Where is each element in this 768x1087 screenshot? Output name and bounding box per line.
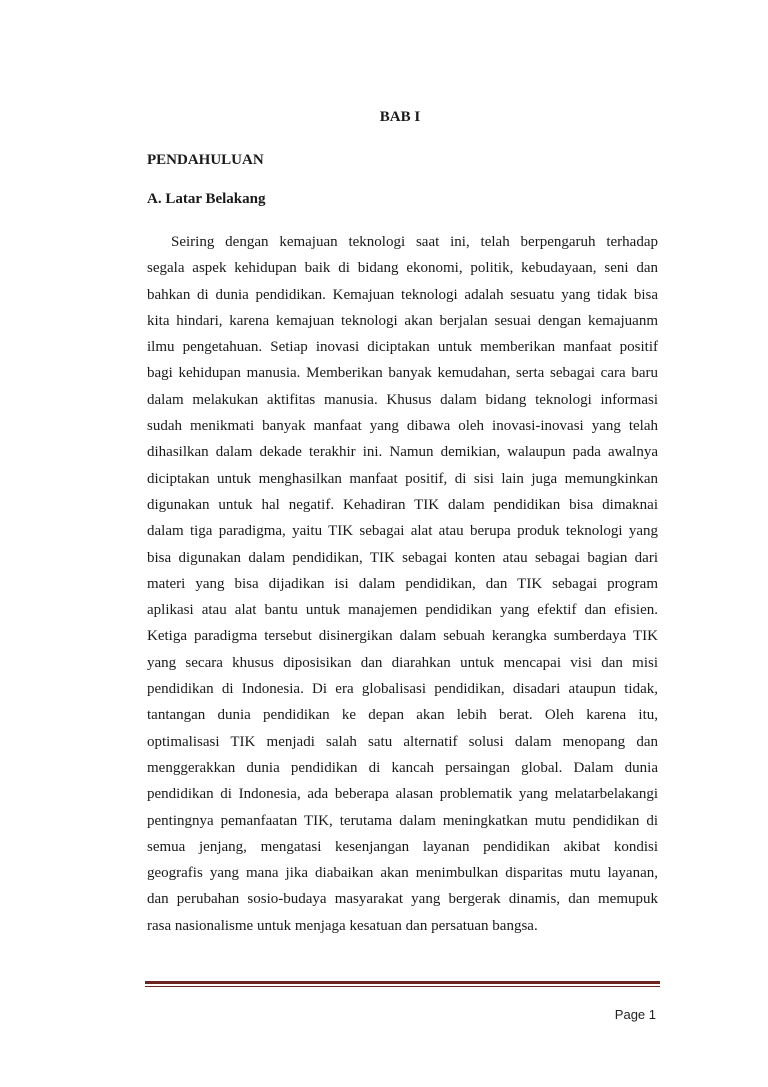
paragraph-line: materi yang bisa dijadikan isi dalam pendidikan, dan TIK sebagai program [147, 575, 658, 592]
footer-rule-thick [145, 981, 660, 984]
paragraph-line: yang secara khusus diposisikan dan diarahkan untuk mencapai visi dan misi [147, 654, 658, 671]
paragraph-line: bahkan di dunia pendidikan. Kemajuan teknologi adalah sesuatu yang tidak bisa [147, 286, 658, 303]
paragraph-line: bisa digunakan dalam pendidikan, TIK sebagai konten atau sebagai bagian dari [147, 549, 658, 566]
chapter-title: BAB I [379, 109, 421, 125]
paragraph-line: dalam tiga paradigma, yaitu TIK sebagai alat atau berupa produk teknologi yang [147, 523, 658, 540]
paragraph-line: kita hindari, karena kemajuan teknologi akan berjalan sesuai dengan kemajuanm [147, 312, 658, 329]
paragraph-line: pendidikan di Indonesia. Di era globalisasi pendidikan, disadari ataupun tidak, [147, 681, 658, 698]
paragraph-line: Seiring dengan kemajuan teknologi saat ini, telah berpengaruh terhadap [171, 234, 658, 250]
paragraph-line: dalam melakukan aktifitas manusia. Khusus dalam bidang teknologi informasi [147, 391, 658, 408]
paragraph-line: digunakan untuk hal negatif. Kehadiran TIK dalam pendidikan bisa dimaknai [147, 496, 658, 513]
paragraph-line: pendidikan di Indonesia, ada beberapa alasan problematik yang melatarbelakangi [147, 786, 658, 803]
paragraph-line: ilmu pengetahuan. Setiap inovasi diciptakan untuk memberikan manfaat positif [147, 339, 658, 356]
page-number: Page 1 [614, 1007, 656, 1022]
paragraph-line: tantangan dunia pendidikan ke depan akan lebih berat. Oleh karena itu, [147, 707, 658, 724]
paragraph-line: segala aspek kehidupan baik di bidang ekonomi, politik, kebudayaan, seni dan [147, 260, 658, 277]
paragraph-line: rasa nasionalisme untuk menjaga kesatuan dan persatuan bangsa. [147, 917, 538, 934]
paragraph-line: sudah menikmati banyak manfaat yang dibawa oleh inovasi-inovasi yang telah [147, 418, 658, 435]
paragraph-line: geografis yang mana jika diabaikan akan menimbulkan disparitas mutu layanan, [147, 865, 658, 882]
body-paragraph [147, 229, 658, 939]
paragraph-line: menggerakkan dunia pendidikan di kancah persaingan global. Dalam dunia [147, 759, 658, 776]
paragraph-line: dihasilkan dalam dekade terakhir ini. Namun demikian, walaupun pada awalnya [147, 444, 658, 461]
paragraph-line: Ketiga paradigma tersebut disinergikan dalam sebuah kerangka sumberdaya TIK [147, 628, 658, 645]
paragraph-line: semua jenjang, mengatasi kesenjangan layanan pendidikan akibat kondisi [147, 838, 658, 855]
paragraph-line: optimalisasi TIK menjadi salah satu alternatif solusi dalam menopang dan [147, 733, 658, 750]
section-title: PENDAHULUAN [147, 152, 264, 168]
footer-rule-thin [145, 986, 660, 987]
paragraph-line: dan perubahan sosio-budaya masyarakat yang bergerak dinamis, dan memupuk [147, 891, 658, 908]
paragraph-line: aplikasi atau alat bantu untuk manajemen pendidikan yang efektif dan efisien. [147, 602, 658, 619]
paragraph-line: diciptakan untuk menghasilkan manfaat positif, di sisi lain juga memungkinkan [147, 470, 658, 487]
paragraph-line: pentingnya pemanfaatan TIK, terutama dalam meningkatkan mutu pendidikan di [147, 812, 658, 829]
paragraph-line: bagi kehidupan manusia. Memberikan banyak kemudahan, serta sebagai cara baru [147, 365, 658, 382]
subsection-title: A. Latar Belakang [147, 191, 266, 207]
